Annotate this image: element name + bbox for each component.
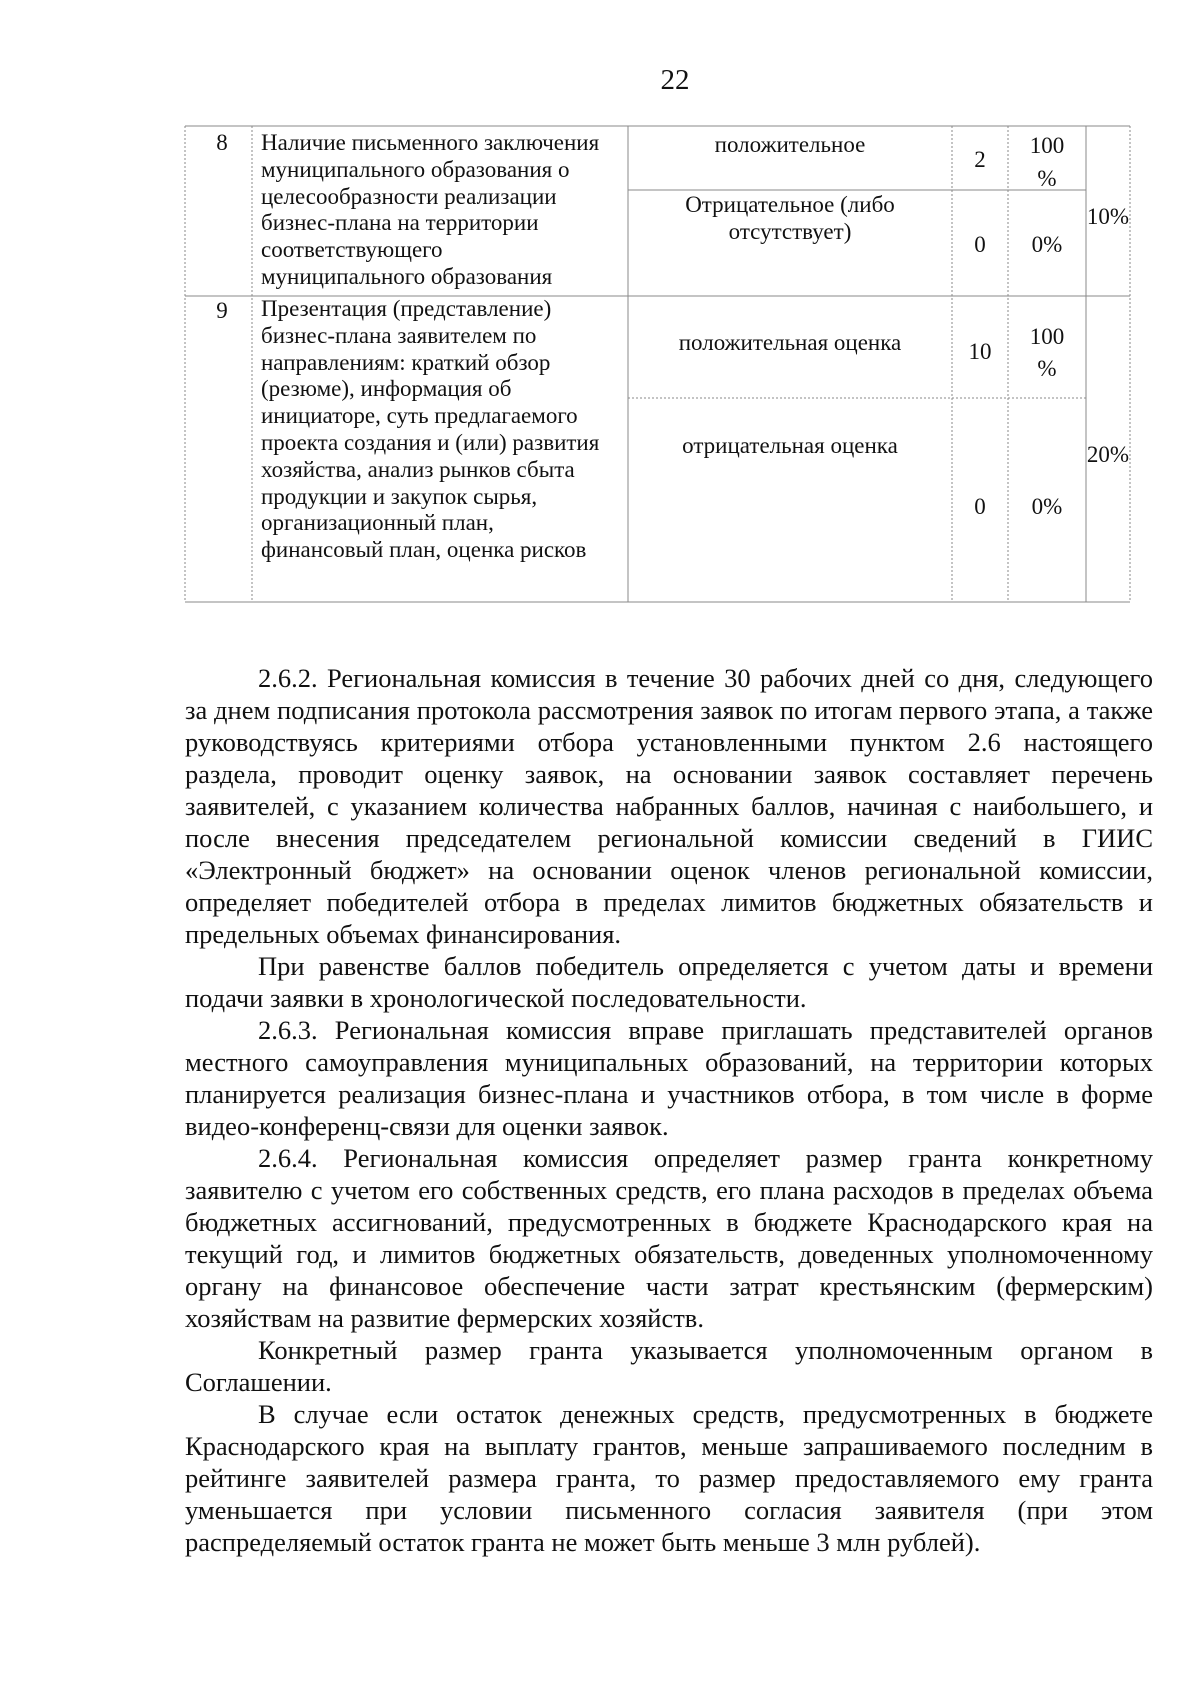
row-number: 8	[216, 130, 228, 155]
option-percent: 0%	[1031, 494, 1063, 519]
option-label: положительная оценка	[678, 330, 902, 355]
option-percent-bottom: %	[1037, 166, 1057, 191]
paragraph-2-6-2: 2.6.2. Региональная комиссия в течение 30 рабочих дней со дня, следующего за днем подписания протокола рассмотрения заявок по итогам первого этапа, а также руководствуясь критериями отбора установленными пунктом 2.6 настоящего раздела, проводит оценку заявок, на основании заявок составляет перечень заявителей, с указанием количества набранных баллов, начиная с наибольшего, и после внесения председателем региональной комиссии сведений в ГИИС «Электронный бюджет» на основании оценок членов региональной комиссии, определяет победителей отбора в пределах лимитов бюджетных обязательств и предельных объемах финансирования.	[185, 663, 1153, 949]
option-percent-top: 100	[1029, 324, 1065, 349]
option-score: 0	[974, 232, 986, 257]
paragraph-2-6-3: 2.6.3. Региональная комиссия вправе приглашать представителей органов местного самоуправления муниципальных образований, на территории которых планируется реализация бизнес-плана и участников отбора, в том числе в форме видео-конференц-связи для оценки заявок.	[185, 1015, 1153, 1141]
option-percent-bottom: %	[1037, 356, 1057, 381]
criterion-weight: 20%	[1086, 442, 1130, 467]
option-label: отрицательная оценка	[682, 433, 898, 458]
option-score: 0	[974, 494, 986, 519]
criterion-text: Презентация (представление) бизнес-плана заявителем по направлениям: краткий обзор (резюме), информация об инициаторе, суть предлагаемого проекта создания и (или) развития хозяйства, анализ рынков сбыта продукции и закупок сырья, организационный план, финансовый план, оценка рисков	[261, 296, 600, 563]
criterion-weight: 10%	[1086, 204, 1130, 229]
paragraph-tie-rule: При равенстве баллов победитель определяется с учетом даты и времени подачи заявки в хронологической последовательности.	[185, 951, 1153, 1013]
criterion-text: Наличие письменного заключения муниципального образования о целесообразности реализации бизнес-плана на территории соответствующего муниципального образования	[261, 130, 600, 289]
paragraph-2-6-4: 2.6.4. Региональная комиссия определяет размер гранта конкретному заявителю с учетом его собственных средств, его плана расходов в пределах объема бюджетных ассигнований, предусмотренных в бюджете Краснодарского края на текущий год, и лимитов бюджетных обязательств, доведенных уполномоченному органу на финансовое обеспечение части затрат крестьянским (фермерским) хозяйствам на развитие фермерских хозяйств.	[185, 1143, 1153, 1333]
paragraph-grant-size: Конкретный размер гранта указывается уполномоченным органом в Соглашении.	[185, 1335, 1153, 1397]
option-percent-top: 100	[1029, 133, 1065, 158]
option-score: 2	[974, 147, 986, 172]
row-number: 9	[216, 298, 228, 323]
body-text	[185, 662, 1153, 1558]
option-score: 10	[968, 339, 992, 364]
page-number: 22	[660, 64, 690, 96]
option-label: положительное	[714, 132, 866, 157]
option-percent: 0%	[1031, 232, 1063, 257]
option-label: Отрицательное (либо отсутствует)	[685, 192, 895, 244]
paragraph-remaining-funds: В случае если остаток денежных средств, предусмотренных в бюджете Краснодарского края на выплату грантов, меньше запрашиваемого последним в рейтинге заявителей размера гранта, то размер предоставляемого ему гранта уменьшается при условии письменного согласия заявителя (при этом распределяемый остаток гранта не может быть меньше 3 млн рублей).	[185, 1399, 1153, 1557]
